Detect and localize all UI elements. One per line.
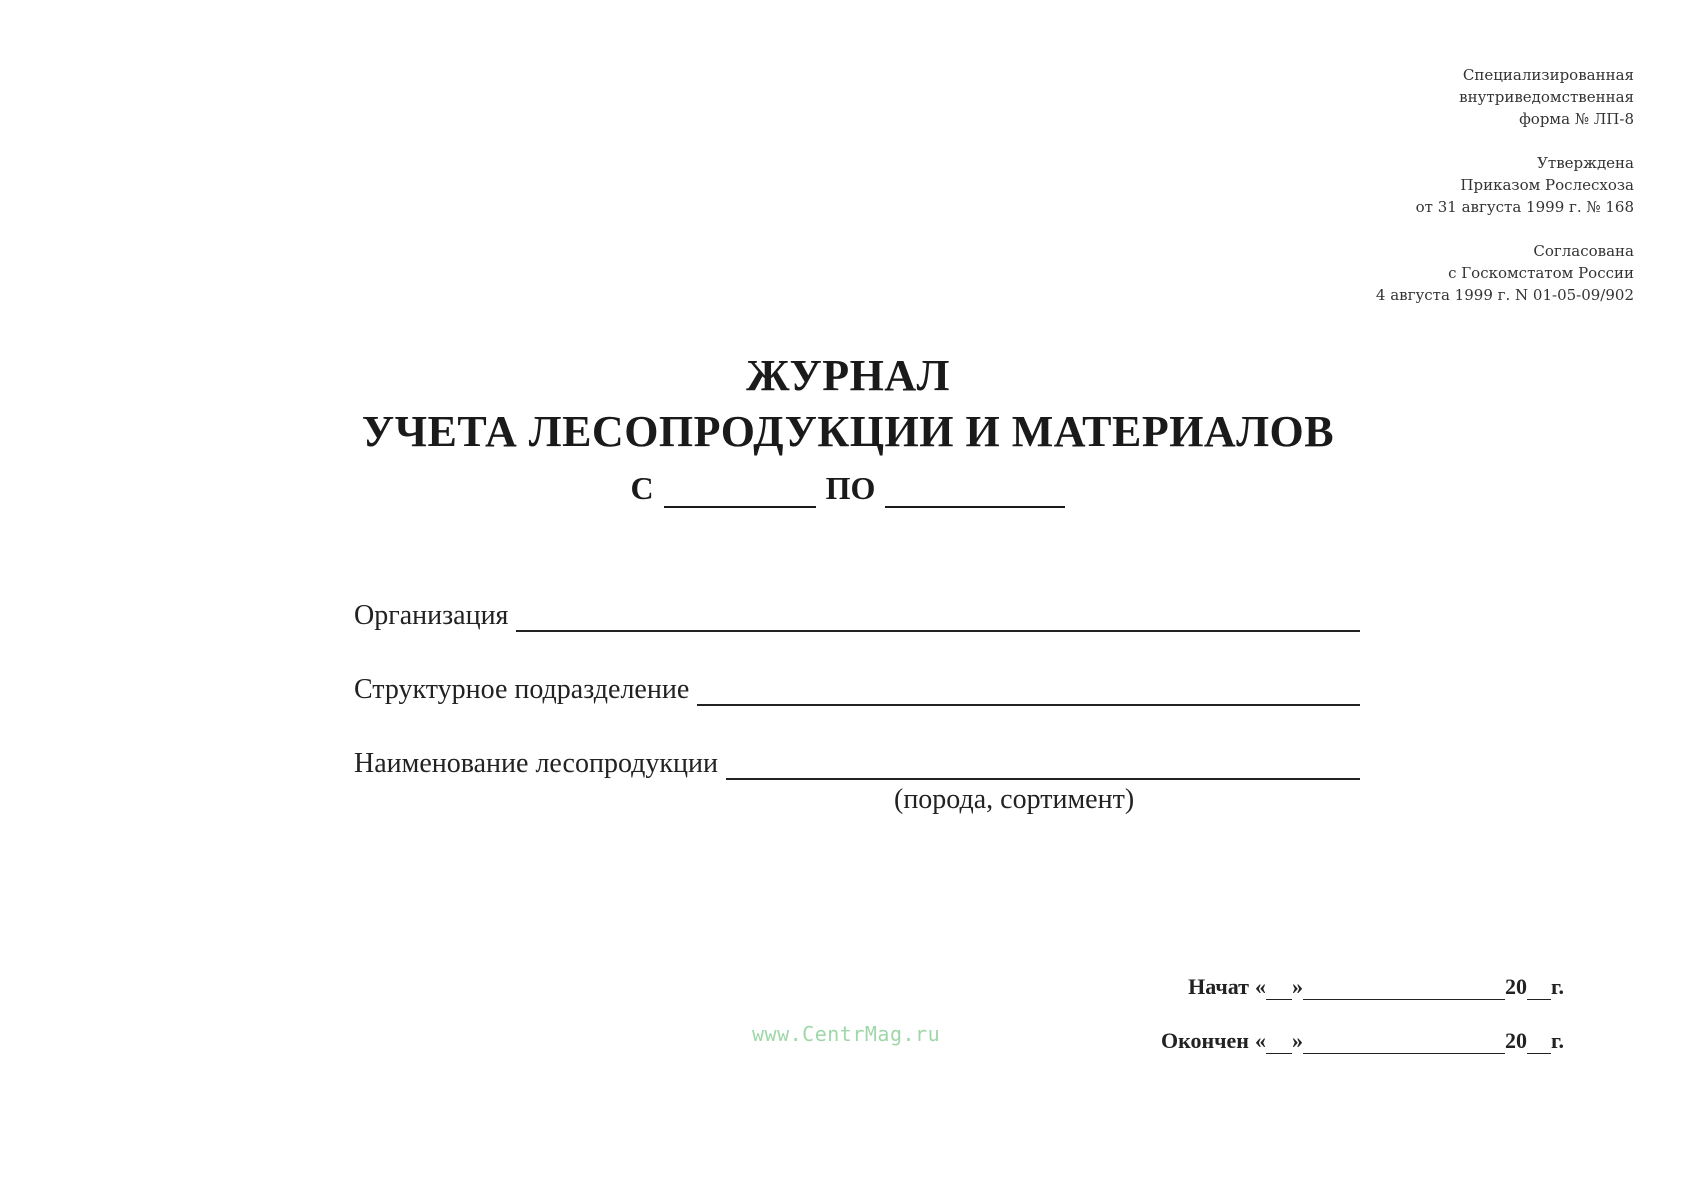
approved-line-1: Утверждена [1537, 154, 1634, 172]
division-field[interactable] [697, 678, 1360, 706]
finished-quote-close: » [1291, 1028, 1303, 1053]
organization-row [354, 598, 1360, 632]
period-from-blank[interactable] [664, 476, 816, 508]
started-row [1161, 974, 1564, 1000]
started-quote-open: « [1254, 974, 1266, 999]
finished-year-prefix: 20 [1504, 1028, 1527, 1053]
document-title [0, 348, 1696, 508]
started-day-field[interactable] [1266, 979, 1292, 1000]
finished-day-field[interactable] [1266, 1033, 1292, 1054]
date-block [1161, 974, 1564, 1082]
approved-line-2: Приказом Рослесхоза [1460, 176, 1634, 194]
form-line-1: Специализированная [1462, 66, 1634, 84]
form-line-2: внутриведомственная [1459, 88, 1634, 106]
started-month-field[interactable] [1303, 979, 1505, 1000]
agreed-line-3: 4 августа 1999 г. N 01-05-09/902 [1375, 286, 1634, 304]
period-row [0, 468, 1696, 508]
started-label: Начат [1188, 974, 1249, 999]
title-line-2: УЧЕТА ЛЕСОПРОДУКЦИИ И МАТЕРИАЛОВ [361, 407, 1335, 456]
period-to-label: ПО [825, 470, 876, 506]
finished-quote-open: « [1254, 1028, 1266, 1053]
form-fields [354, 598, 1360, 820]
started-quote-close: » [1291, 974, 1303, 999]
form-line-3: форма № ЛП-8 [1519, 110, 1634, 128]
product-hint: (порода, сортимент) [894, 784, 1135, 815]
division-row [354, 672, 1360, 706]
finished-month-field[interactable] [1303, 1033, 1505, 1054]
product-row [354, 746, 1360, 780]
agreed-line-2: с Госкомстатом России [1448, 264, 1634, 282]
approval-stamp-block [1376, 64, 1634, 306]
agreed-with [1376, 240, 1634, 306]
organization-field[interactable] [516, 604, 1360, 632]
finished-year-field[interactable] [1527, 1033, 1551, 1054]
finished-row [1161, 1028, 1564, 1054]
approved-by [1376, 152, 1634, 218]
period-to-blank[interactable] [885, 476, 1065, 508]
started-year-field[interactable] [1527, 979, 1551, 1000]
finished-year-suffix: г. [1550, 1028, 1564, 1053]
form-designation [1376, 64, 1634, 130]
division-label: Структурное подразделение [354, 674, 690, 705]
organization-label: Организация [354, 600, 509, 631]
title-line-1: ЖУРНАЛ [746, 351, 950, 400]
period-from-label: С [630, 470, 654, 506]
product-label: Наименование лесопродукции [354, 748, 718, 779]
agreed-line-1: Согласована [1533, 242, 1634, 260]
approved-line-3: от 31 августа 1999 г. № 168 [1415, 198, 1634, 216]
watermark: www.CentrMag.ru [752, 1022, 941, 1046]
product-field[interactable] [726, 752, 1360, 780]
started-year-suffix: г. [1550, 974, 1564, 999]
finished-label: Окончен [1160, 1028, 1249, 1053]
started-year-prefix: 20 [1504, 974, 1527, 999]
